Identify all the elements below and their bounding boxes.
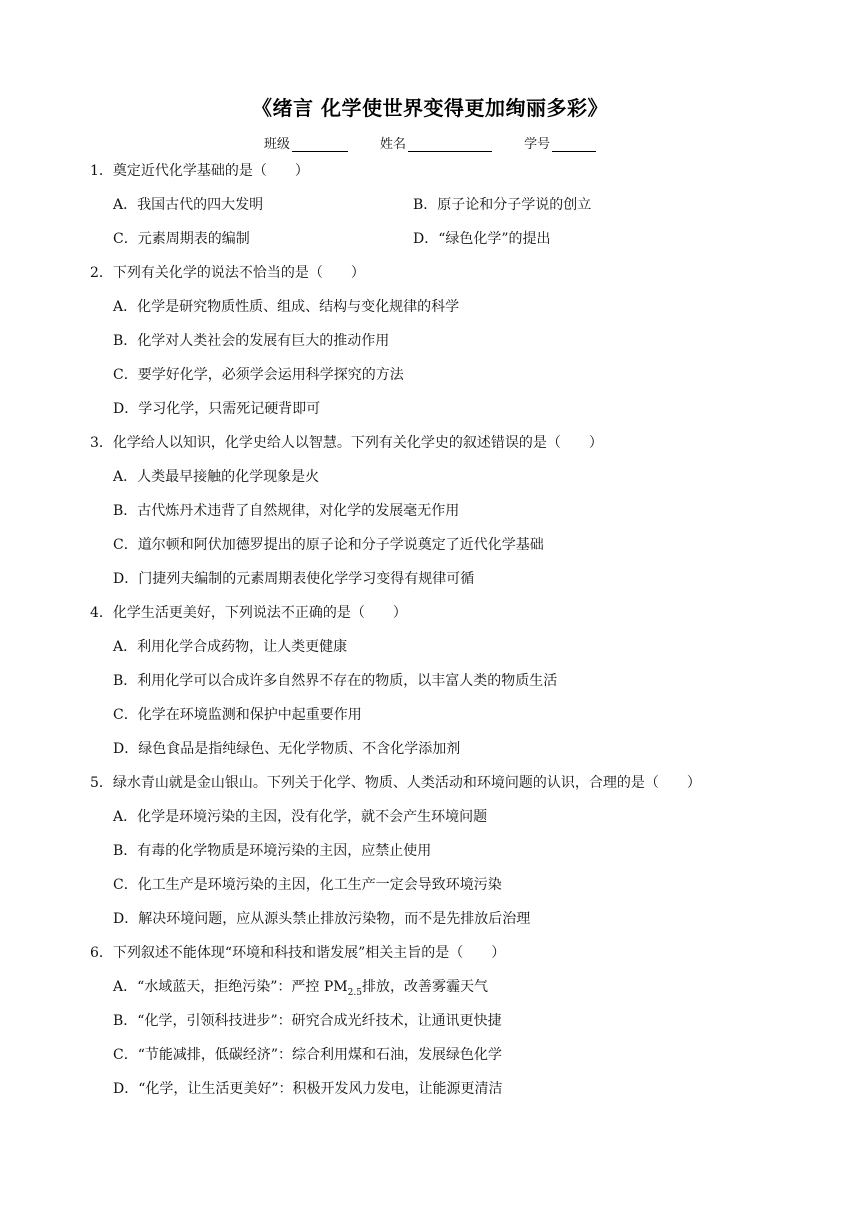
question-4-option-a: A．利用化学合成药物，让人类更健康 <box>113 639 348 655</box>
question-5-option-b: B．有毒的化学物质是环境污染的主因，应禁止使用 <box>113 843 432 859</box>
question-5-stem: 5．绿水青山就是金山银山。下列关于化学、物质、人类活动和环境问题的认识，合理的是（ ） <box>90 775 701 791</box>
number-blank <box>552 138 596 152</box>
question-1-stem: 1．奠定近代化学基础的是（ ） <box>90 163 309 179</box>
number-label: 学号 <box>524 137 551 152</box>
question-1-option-a: A．我国古代的四大发明 <box>113 197 264 213</box>
question-3-option-a: A．人类最早接触的化学现象是火 <box>113 469 320 485</box>
name-label: 姓名 <box>379 137 406 152</box>
question-4-option-b: B．利用化学可以合成许多自然界不存在的物质，以丰富人类的物质生活 <box>113 673 558 689</box>
pm-subscript: 2.5 <box>347 987 362 998</box>
question-4-option-d: D．绿色食品是指纯绿色、无化学物质、不含化学添加剂 <box>113 741 461 757</box>
class-blank <box>292 138 348 152</box>
question-3-stem: 3．化学给人以知识，化学史给人以智慧。下列有关化学史的叙述错误的是（ ） <box>90 435 603 451</box>
question-2-stem: 2．下列有关化学的说法不恰当的是（ ） <box>90 265 365 281</box>
question-6-option-c: C．“节能减排，低碳经济”：综合利用煤和石油，发展绿色化学 <box>113 1047 503 1063</box>
question-1-option-c: C．元素周期表的编制 <box>113 231 250 247</box>
question-6-option-d: D．“化学，让生活更美好”：积极开发风力发电，让能源更清洁 <box>113 1081 503 1097</box>
question-2-option-b: B．化学对人类社会的发展有巨大的推动作用 <box>113 333 390 349</box>
question-3-option-b: B．古代炼丹术违背了自然规律，对化学的发展毫无作用 <box>113 503 460 519</box>
name-field <box>380 133 492 152</box>
question-6-option-b: B．“化学，引领科技进步”：研究合成光纤技术，让通讯更快捷 <box>113 1013 502 1029</box>
question-6-option-a <box>113 976 488 998</box>
page-title: 《绪言 化学使世界变得更加绚丽多彩》 <box>252 96 608 120</box>
question-3-option-d: D．门捷列夫编制的元素周期表使化学学习变得有规律可循 <box>113 571 475 587</box>
question-3-option-c: C．道尔顿和阿伏加德罗提出的原子论和分子学说奠定了近代化学基础 <box>113 537 544 553</box>
question-6-option-a-tail: 排放，改善雾霾天气 <box>361 979 488 995</box>
question-2-option-d: D．学习化学，只需死记硬背即可 <box>113 401 321 417</box>
question-2-option-c: C．要学好化学，必须学会运用科学探究的方法 <box>113 367 404 383</box>
class-label: 班级 <box>263 137 290 152</box>
question-5-option-d: D．解决环境问题，应从源头禁止排放污染物，而不是先排放后治理 <box>113 911 531 927</box>
number-field <box>524 133 596 152</box>
question-4-stem: 4．化学生活更美好，下列说法不正确的是（ ） <box>90 605 407 621</box>
question-5-option-c: C．化工生产是环境污染的主因，化工生产一定会导致环境污染 <box>113 877 502 893</box>
question-1-option-d: D．“绿色化学”的提出 <box>413 231 551 247</box>
question-2-option-a: A．化学是研究物质性质、组成、结构与变化规律的科学 <box>113 299 460 315</box>
question-6-option-a-text: A．“水域蓝天，拒绝污染”：严控 PM <box>113 979 348 995</box>
question-4-option-c: C．化学在环境监测和保护中起重要作用 <box>113 707 362 723</box>
name-blank <box>408 138 492 152</box>
class-field <box>264 133 348 152</box>
question-5-option-a: A．化学是环境污染的主因，没有化学，就不会产生环境问题 <box>113 809 488 825</box>
question-1-option-b: B．原子论和分子学说的创立 <box>413 197 592 213</box>
student-info-line <box>0 133 860 152</box>
question-6-stem: 6．下列叙述不能体现“环境和科技和谐发展”相关主旨的是（ ） <box>90 945 506 961</box>
